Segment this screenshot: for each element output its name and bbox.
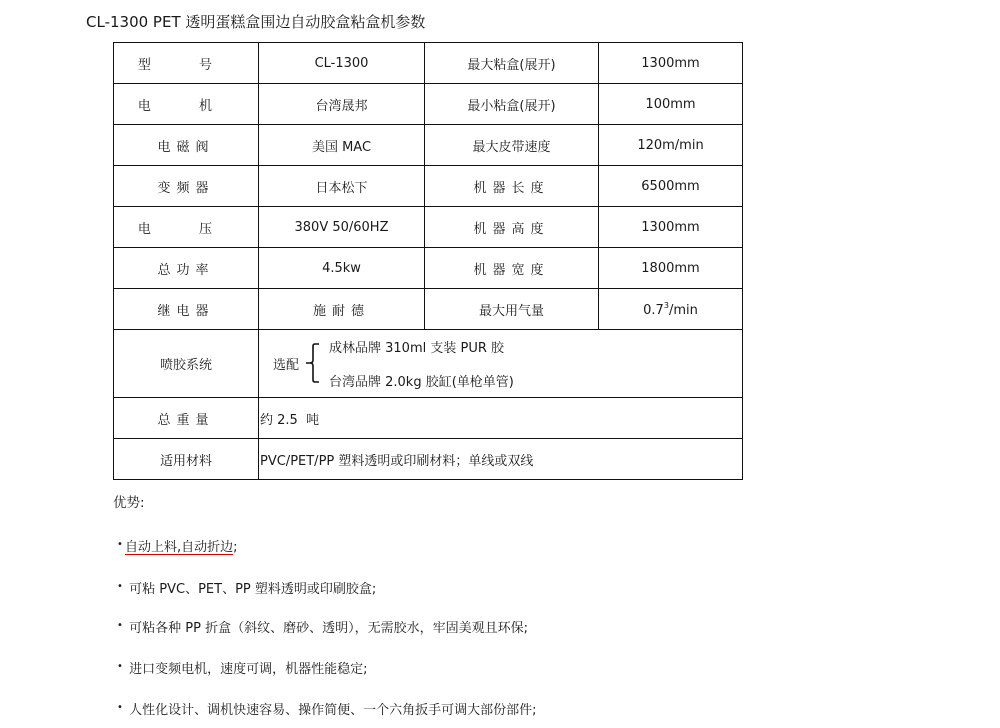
list-item: • 自动上料,自动折边; <box>117 536 238 557</box>
table-row <box>114 248 743 289</box>
spec-label: 总重量 <box>114 398 259 439</box>
spec-label: 机器长度 <box>425 166 599 207</box>
bullet-icon: • <box>117 581 123 592</box>
table-row-glue-system <box>114 330 743 398</box>
spec-label: 继电器 <box>114 289 259 330</box>
spec-value: 1300mm <box>599 43 743 84</box>
bullet-icon: • <box>117 620 123 631</box>
table-row <box>114 289 743 330</box>
spec-value: 120m/min <box>599 125 743 166</box>
spec-value: 日本松下 <box>259 166 425 207</box>
spec-label: 最小粘盒(展开) <box>425 84 599 125</box>
spec-label: 最大用气量 <box>425 289 599 330</box>
table-row <box>114 84 743 125</box>
spec-value: 施耐德 <box>259 289 425 330</box>
spec-value: 100mm <box>599 84 743 125</box>
spec-value: 6500mm <box>599 166 743 207</box>
spec-label: 最大皮带速度 <box>425 125 599 166</box>
spec-value: CL-1300 <box>259 43 425 84</box>
advantages-heading: 优势: <box>113 495 145 511</box>
glue-option: 成林品牌 310ml 支装 PUR 胶 <box>329 341 505 356</box>
table-row <box>114 207 743 248</box>
spec-label: 总功率 <box>114 248 259 289</box>
spec-value: 约 2.5 吨 <box>259 398 743 439</box>
list-item: • 进口变频电机，速度可调，机器性能稳定; <box>117 658 368 679</box>
spec-value: 380V 50/60HZ <box>259 207 425 248</box>
list-item: • 可粘 PVC、PET、PP 塑料透明或印刷胶盒; <box>117 578 376 599</box>
table-row <box>114 43 743 84</box>
spec-value: 美国 MAC <box>259 125 425 166</box>
bullet-icon: • <box>117 702 123 713</box>
table-row-materials <box>114 439 743 480</box>
spec-label: 电磁阀 <box>114 125 259 166</box>
spec-value: 1800mm <box>599 248 743 289</box>
spec-label: 电 机 <box>114 84 259 125</box>
glue-option: 台湾品牌 2.0kg 胶缸(单枪单管) <box>329 375 514 390</box>
spec-value: 台湾晟邦 <box>259 84 425 125</box>
spec-label: 型 号 <box>114 43 259 84</box>
spec-value: $0.7^3/\min$ <box>599 289 743 330</box>
spec-label: 机器宽度 <box>425 248 599 289</box>
spec-value: PVC/PET/PP 塑料透明或印刷材料；单线或双线 <box>259 439 743 480</box>
spec-label: 喷胶系统 <box>114 330 259 398</box>
table-row <box>114 125 743 166</box>
spec-label: 变频器 <box>114 166 259 207</box>
spec-label: 适用材料 <box>114 439 259 480</box>
table-row <box>114 166 743 207</box>
spec-label: 电 压 <box>114 207 259 248</box>
glue-options-cell <box>259 330 743 398</box>
curly-brace-icon <box>305 343 323 383</box>
spec-value: 1300mm <box>599 207 743 248</box>
optional-label: 选配 <box>273 358 300 373</box>
spec-label: 机器高度 <box>425 207 599 248</box>
bullet-icon: • <box>117 539 123 550</box>
spec-value: 4.5kw <box>259 248 425 289</box>
list-item: • 人性化设计、调机快速容易、操作简便、一个六角扳手可调大部份部件; <box>117 699 537 720</box>
spellcheck-underlined-text: 自动上料,自动折边 <box>125 540 234 555</box>
spec-label: 最大粘盒(展开) <box>425 43 599 84</box>
bullet-icon: • <box>117 661 123 672</box>
spec-table <box>113 42 743 480</box>
table-row-total-weight <box>114 398 743 439</box>
document-title: CL-1300 PET 透明蛋糕盒围边自动胶盒粘盒机参数 <box>86 13 426 31</box>
list-item: • 可粘各种 PP 折盒（斜纹、磨砂、透明），无需胶水，牢固美观且环保; <box>117 617 528 638</box>
